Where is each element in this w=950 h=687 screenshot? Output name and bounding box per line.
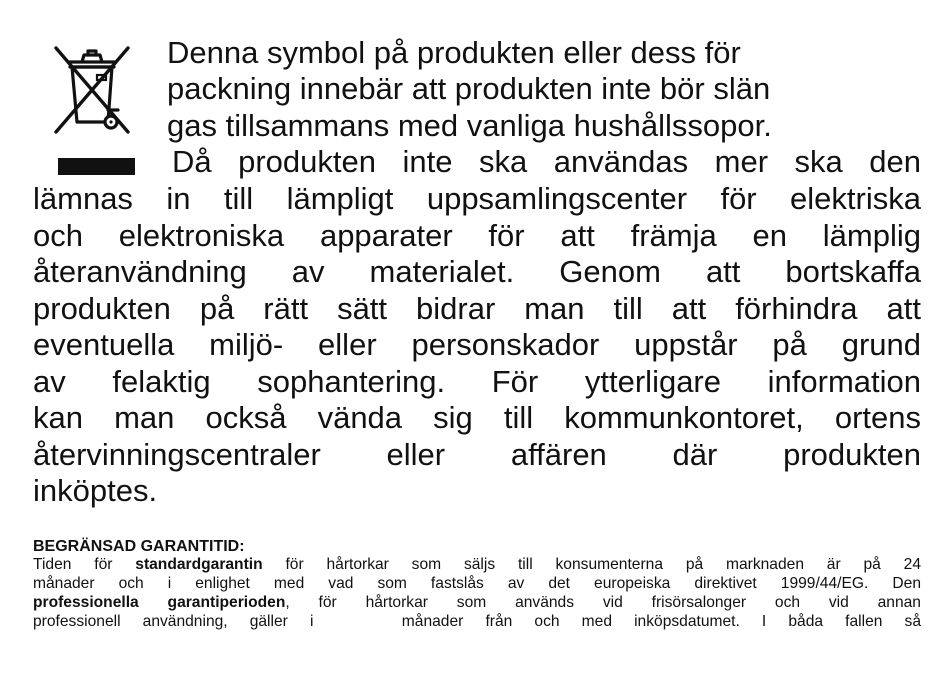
- intro-line-3: gas tillsammans med vanliga hushållssopor.: [167, 108, 772, 143]
- warranty-text: för hårtorkar som säljs till konsumenterna på marknaden är på 24: [262, 556, 921, 573]
- warranty-heading: BEGRÄNSAD GARANTITID:: [33, 538, 245, 555]
- warranty-line-1: [33, 555, 921, 574]
- body-line: och elektroniska apparater för att främja en lämplig: [33, 218, 921, 253]
- body-line: av felaktig sophantering. För ytterligare information: [33, 364, 921, 399]
- body-line: eventuella miljö- eller personskador uppstår på grund: [33, 327, 921, 362]
- body-line: kan man också vända sig till kommunkontoret, ortens: [33, 400, 921, 435]
- body-line-last: inköptes.: [33, 473, 158, 508]
- body-line: lämnas in till lämpligt uppsamlingscenter för elektriska: [33, 181, 921, 216]
- intro-line-4: Då produkten inte ska användas mer ska den: [172, 144, 921, 179]
- body-line: produkten på rätt sätt bidrar man till att förhindra att: [33, 291, 921, 326]
- body-line: återvinningscentraler eller affären där produkten: [33, 437, 921, 472]
- intro-line-2: packning innebär att produkten inte bör slän: [167, 71, 771, 106]
- warranty-line-4: professionell användning, gäller i månader från och med inköpsdatumet. I båda fallen så: [33, 613, 921, 630]
- body-line: återanvändning av materialet. Genom att bortskaffa: [33, 254, 921, 289]
- standard-warranty-term: standardgarantin: [135, 556, 263, 573]
- intro-line-1: Denna symbol på produkten eller dess för: [167, 35, 741, 70]
- warranty-text: , för hårtorkar som används vid frisörsalonger och vid annan: [285, 594, 921, 611]
- weee-underline-bar: [58, 158, 135, 175]
- professional-warranty-term: professionella garantiperioden: [33, 594, 286, 611]
- warranty-line-2: månader och i enlighet med vad som fastslås av det europeiska direktivet 1999/44/EG. Den: [33, 575, 921, 592]
- warranty-line-3: [33, 593, 921, 612]
- warranty-text: Tiden för: [33, 556, 136, 573]
- crossed-out-wheelie-bin-icon: [42, 40, 142, 140]
